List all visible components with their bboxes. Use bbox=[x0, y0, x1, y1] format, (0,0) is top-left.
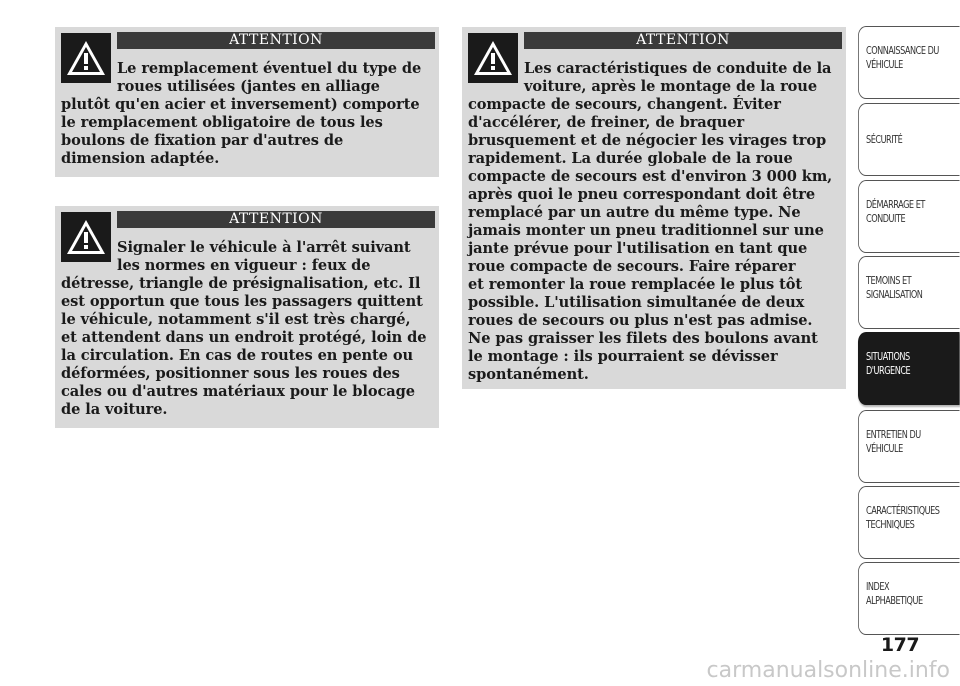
warning-line: le véhicule, notamment s'il est très chargé, bbox=[61, 311, 411, 328]
warning-line: de la voiture. bbox=[61, 401, 168, 418]
tab-situations-d-urgence[interactable]: SITUATIONS D'URGENCE bbox=[858, 332, 960, 405]
warning-line: le remplacement obligatoire de tous les bbox=[61, 114, 383, 131]
warning-line: le montage : ils pourraient se dévisser bbox=[468, 348, 778, 365]
tab-temoins-et-signalisation[interactable]: TEMOINS ET SIGNALISATION bbox=[858, 256, 960, 329]
warning-line: Les caractéristiques de conduite de la bbox=[524, 60, 832, 77]
warning-text bbox=[61, 60, 433, 168]
warning-line: Signaler le véhicule à l'arrêt suivant bbox=[117, 239, 411, 256]
warning-line: Le remplacement éventuel du type de bbox=[117, 60, 422, 77]
warning-line: rapidement. La durée globale de la roue bbox=[468, 150, 793, 167]
tab-securite[interactable]: SÉCURITÉ bbox=[858, 103, 960, 176]
warning-line: possible. L'utilisation simultanée de deux bbox=[468, 294, 805, 311]
warning-text bbox=[468, 60, 840, 384]
warning-line: déformées, positionner sous les roues des bbox=[61, 365, 400, 382]
warning-heading: ATTENTION bbox=[117, 32, 435, 49]
warning-line: jante prévue pour l'utilisation en tant que bbox=[468, 240, 808, 257]
warning-line: compacte de secours est d'environ 3 000 km, bbox=[468, 168, 833, 185]
warning-line: les normes en vigueur : feux de bbox=[117, 257, 371, 274]
warning-box-2 bbox=[55, 206, 439, 428]
tab-demarrage-et-conduite[interactable]: DÉMARRAGE ET CONDUITE bbox=[858, 180, 960, 253]
warning-line: jamais monter un pneu traditionnel sur une bbox=[468, 222, 824, 239]
warning-line: après quoi le pneu correspondant doit être bbox=[468, 186, 816, 203]
warning-line: remplacé par un autre du même type. Ne bbox=[468, 204, 801, 221]
warning-line: brusquement et de négocier les virages trop bbox=[468, 132, 827, 149]
warning-box-3 bbox=[462, 27, 846, 389]
warning-line: compacte de secours, changent. Éviter bbox=[468, 96, 781, 113]
warning-line: cales ou d'autres matériaux pour le blocage bbox=[61, 383, 415, 400]
warning-line: et attendent dans un endroit protégé, loin de bbox=[61, 329, 427, 346]
page-number: 177 bbox=[880, 634, 920, 656]
warning-line: Ne pas graisser les filets des boulons avant bbox=[468, 330, 818, 347]
tab-connaissance-du-vehicule[interactable]: CONNAISSANCE DU VÉHICULE bbox=[858, 26, 960, 99]
warning-line: plutôt qu'en acier et inversement) comporte bbox=[61, 96, 420, 113]
warning-line: d'accélérer, de freiner, de braquer bbox=[468, 114, 745, 131]
warning-line: spontanément. bbox=[468, 366, 589, 383]
warning-line: dimension adaptée. bbox=[61, 150, 220, 167]
warning-heading: ATTENTION bbox=[117, 211, 435, 228]
warning-heading: ATTENTION bbox=[524, 32, 842, 49]
warning-line: et remonter la roue remplacée le plus tôt bbox=[468, 276, 802, 293]
warning-line: roue compacte de secours. Faire réparer bbox=[468, 258, 796, 275]
warning-line: roues utilisées (jantes en alliage bbox=[117, 78, 380, 95]
tab-caracteristiques-techniques[interactable]: CARACTÉRISTIQUES TECHNIQUES bbox=[858, 486, 960, 559]
tab-index-alphabetique[interactable]: INDEX ALPHABETIQUE bbox=[858, 562, 960, 635]
warning-line: la circulation. En cas de routes en pente ou bbox=[61, 347, 413, 364]
warning-line: est opportun que tous les passagers quittent bbox=[61, 293, 423, 310]
warning-line: roues de secours ou plus n'est pas admise. bbox=[468, 312, 813, 329]
warning-line: voiture, après le montage de la roue bbox=[524, 78, 818, 95]
warning-text bbox=[61, 239, 433, 419]
warning-box-1 bbox=[55, 27, 439, 177]
watermark: carmanualsonline.info bbox=[706, 658, 950, 683]
warning-line: boulons de fixation par d'autres de bbox=[61, 132, 344, 149]
warning-line: détresse, triangle de présignalisation, etc. Il bbox=[61, 275, 421, 292]
tab-entretien-du-vehicule[interactable]: ENTRETIEN DU VÉHICULE bbox=[858, 410, 960, 483]
